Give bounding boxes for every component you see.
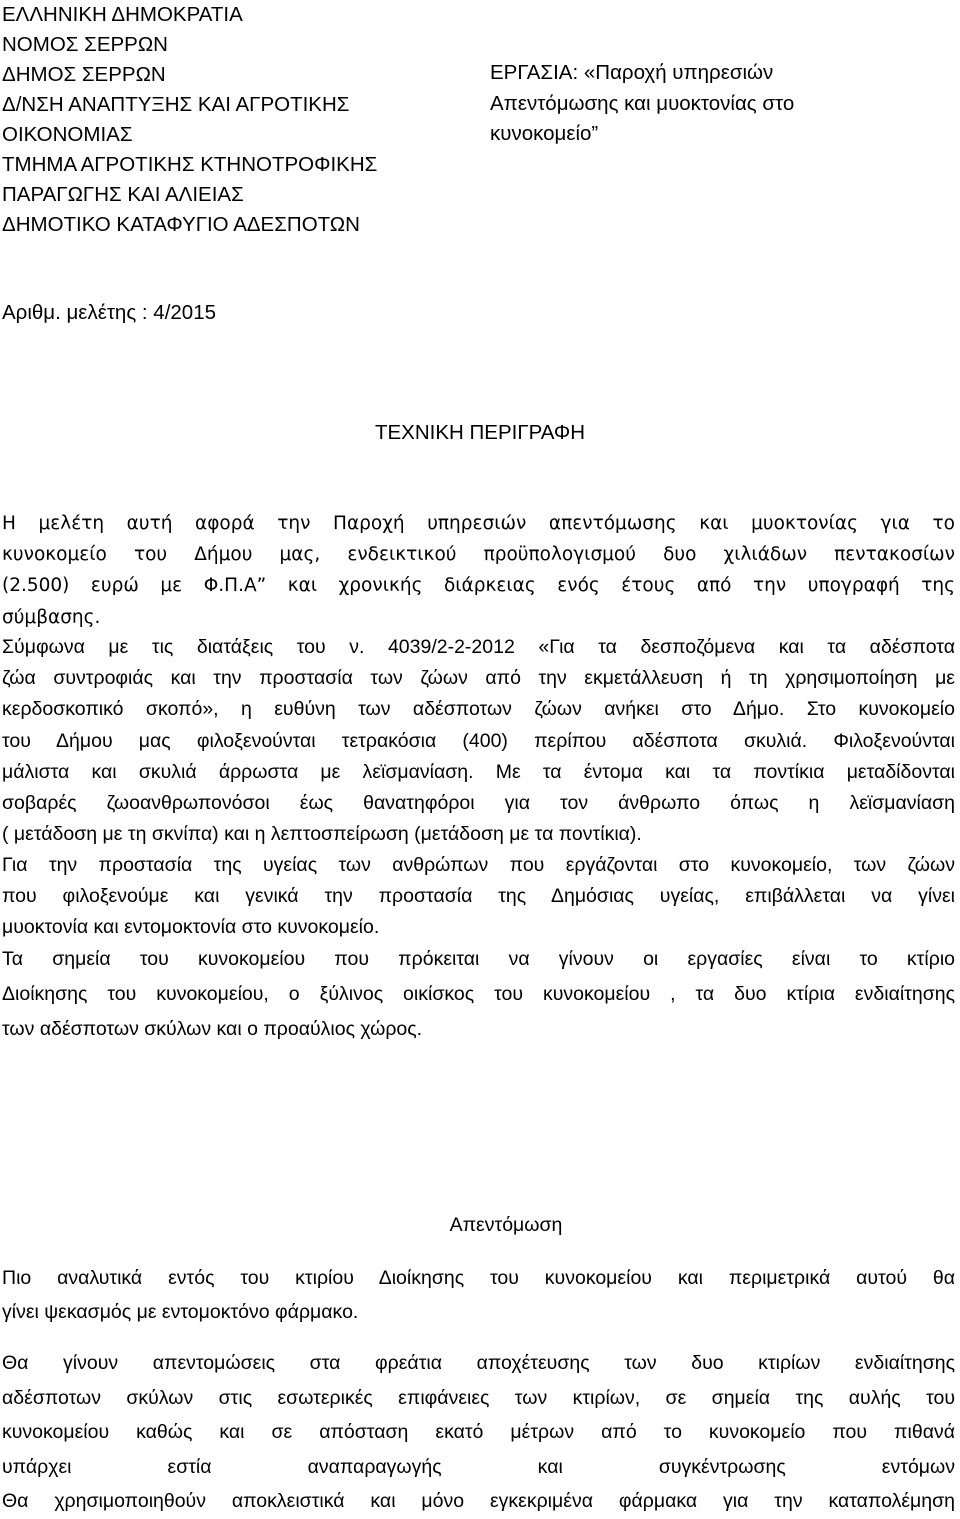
text-line: Για την προστασία της υγείας των ανθρώπων που εργάζονται στο κυνοκομείο, των ζώων	[2, 854, 955, 876]
header-left-line: ΔΗΜΟΣ ΣΕΡΡΩΝ	[2, 63, 166, 86]
header-left-line: ΝΟΜΟΣ ΣΕΡΡΩΝ	[2, 33, 168, 56]
text-line: σοβαρές ζωοανθρωπονόσοι έως θανατηφόροι για τον άνθρωπο όπως η λεϊσμανίαση	[2, 791, 955, 814]
text-line: ( μετάδοση με τη σκνίπα) και η λεπτοσπείρωση (μετάδοση με τα ποντίκια).	[2, 823, 642, 846]
section-title: Απεντόμωση	[449, 1214, 563, 1236]
text-line: Θα γίνουν απεντομώσεις στα φρεάτια αποχέτευσης των δυο κτιρίων ενδιαίτησης	[2, 1352, 955, 1374]
text-line: που φιλοξενούμε και γενικά την προστασία της Δημόσιας υγείας, επιβάλλεται να γίνει	[2, 885, 955, 908]
project-title-line: ΕΡΓΑΣΙΑ: «Παροχή υπηρεσιών	[490, 61, 774, 84]
paragraph-locations	[2, 942, 955, 1047]
text-line: μυοκτονία και εντομοκτονία στο κυνοκομείο.	[2, 916, 380, 939]
text-line: γίνει ψεκασμός με εντομοκτόνο φάρμακο.	[2, 1301, 359, 1323]
paragraph-legal-basis	[2, 632, 955, 850]
header-left-block	[2, 0, 377, 240]
text-line: Θα χρησιμοποιηθούν αποκλειστικά και μόνο εγκεκριμένα φάρμακα για την καταπολέμηση	[2, 1490, 955, 1512]
header-left-line: ΤΜΗΜΑ ΑΓΡΟΤΙΚΗΣ ΚΤΗΝΟΤΡΟΦΙΚΗΣ	[2, 153, 378, 176]
header-left-line: ΟΙΚΟΝΟΜΙΑΣ	[2, 123, 133, 146]
document-title: ΤΕΧΝΙΚΗ ΠΕΡΙΓΡΑΦΗ	[374, 421, 586, 444]
header-left-line: ΔΗΜΟΤΙΚΟ ΚΑΤΑΦΥΓΙΟ ΑΔΕΣΠΟΤΩΝ	[2, 213, 360, 236]
text-line: μάλιστα και σκυλιά άρρωστα με λεϊσμανίαση. Με τα έντομα και τα ποντίκια μεταδίδονται	[2, 760, 955, 783]
text-line: ζώα συντροφιάς και την προστασία των ζώων από την εκμετάλλευση ή τη χρησιμοποίηση με	[2, 667, 955, 690]
paragraph-scope	[2, 508, 955, 633]
text-line: υπάρχει εστία αναπαραγωγής και συγκέντρωσης εντόμων	[2, 1455, 955, 1478]
paragraph-protection	[2, 850, 955, 944]
text-line: κερδοσκοπικό σκοπό», η ευθύνη των αδέσποτων ζώων ανήκει στο Δήμο. Στο κυνοκομείο	[2, 698, 955, 721]
project-title-line: Απεντόμωσης και μυοκτονίας στο	[490, 91, 795, 115]
text-line: Η μελέτη αυτή αφορά την Παροχή υπηρεσιών απεντόμωσης και μυοκτονίας για το	[2, 513, 955, 534]
text-line: κυνοκομείου καθώς και σε απόσταση εκατό μέτρων από το κυνοκομείο που πιθανά	[2, 1421, 955, 1443]
text-line: (2.500) ευρώ με Φ.Π.Α” και χρονικής διάρκειας ενός έτους από την υπογραφή της	[2, 575, 955, 597]
header-left-line: Δ/ΝΣΗ ΑΝΑΠΤΥΞΗΣ ΚΑΙ ΑΓΡΟΤΙΚΗΣ	[2, 93, 350, 116]
text-line: αδέσποτων σκύλων στις εσωτερικές επιφάνειες των κτιρίων, σε σημεία της αυλής του	[2, 1386, 955, 1409]
study-number: Αριθμ. μελέτης : 4/2015	[2, 301, 216, 324]
paragraph-disinsection-details	[2, 1346, 955, 1519]
text-line: σύμβασης.	[2, 606, 101, 628]
text-line: των αδέσποτων σκύλων και ο προαύλιος χώρος.	[2, 1018, 423, 1040]
text-line: Πιο αναλυτικά εντός του κτιρίου Διοίκησης του κυνοκομείου και περιμετρικά αυτού θα	[2, 1267, 955, 1289]
text-line: Τα σημεία του κυνοκομείου που πρόκειται να γίνουν οι εργασίες είναι το κτίριο	[2, 948, 955, 970]
paragraph-spraying	[2, 1261, 955, 1329]
text-line: του Δήμου μας φιλοξενούνται τετρακόσια (400) περίπου αδέσποτα σκυλιά. Φιλοξενούνται	[2, 729, 955, 752]
text-line: Διοίκησης του κυνοκομείου, ο ξύλινος οικίσκος του κυνοκομείου , τα δυο κτίρια ενδιαίτησης	[2, 983, 955, 1005]
project-title-line: κυνοκομείο”	[490, 122, 599, 145]
header-left-line: ΠΑΡΑΓΩΓΗΣ ΚΑΙ ΑΛΙΕΙΑΣ	[2, 183, 244, 206]
header-right-block	[490, 58, 794, 150]
text-line: Σύμφωνα με τις διατάξεις του ν. 4039/2-2-2012 «Για τα δεσποζόμενα και τα αδέσποτα	[2, 636, 955, 658]
header-left-line: ΕΛΛΗΝΙΚΗ ΔΗΜΟΚΡΑΤΙΑ	[2, 3, 243, 26]
text-line: κυνοκομείο του Δήμου μας, ενδεικτικού προϋπολογισμού δυο χιλιάδων πεντακοσίων	[2, 544, 955, 566]
